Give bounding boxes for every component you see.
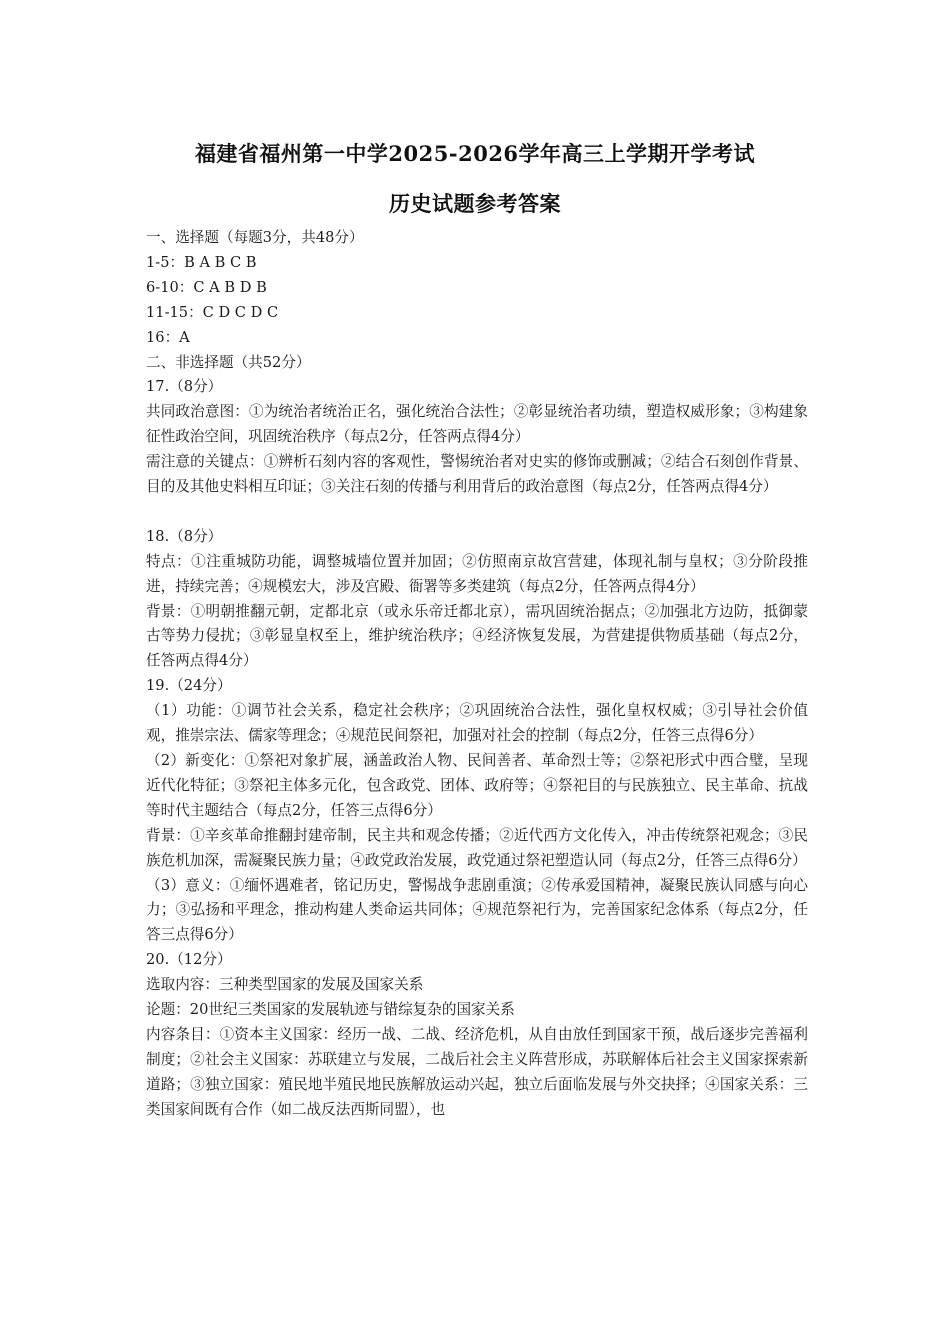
section-heading-choice: 一、选择题（每题3分，共48分） <box>146 229 364 246</box>
question-19-part-2: （2）新变化：①祭祀对象扩展，涵盖政治人物、民间善者、革命烈士等；②祭祀形式中西合璧，呈现近代化特征；③祭祀主体多元化，包含政党、团体、政府等；④祭祀目的与民族独立、民主革命、抗战等时代主题结合（每点2分，任答三点得6分） <box>146 752 808 819</box>
question-19-part-3: （3）意义：①缅怀遇难者，铭记历史，警惕战争悲剧重演；②传承爱国精神，凝聚民族认同感与向心力；③弘扬和平理念，推动构建人类命运共同体；④规范祭祀行为，完善国家纪念体系（每点2分，任答三点得6分） <box>146 876 808 944</box>
question-20-heading: 20.（12分） <box>146 951 232 969</box>
answer-line-11-15: 11-15：C D C D C <box>146 303 279 321</box>
question-19-heading: 19.（24分） <box>146 677 232 695</box>
question-17-part-2: 需注意的关键点：①辨析石刻内容的客观性，警惕统治者对史实的修饰或删减；②结合石刻创作背景、目的及其他史料相互印证；③关注石刻的传播与利用背后的政治意图（每点2分，任答两点得4分） <box>146 453 808 496</box>
question-18-part-2: 背景：①明朝推翻元朝，定都北京（或永乐帝迁都北京），需巩固统治据点；②加强北方边防，抵御蒙古等势力侵扰；③彰显皇权至上，维护统治秩序；④经济恢复发展，为营建提供物质基础（每点2分，任答两点得4分） <box>146 602 808 670</box>
question-17-part-1: 共同政治意图：①为统治者统治正名，强化统治合法性；②彰显统治者功绩，塑造权威形象；③构建象征性政治空间，巩固统治秩序（每点2分，任答两点得4分） <box>146 403 808 446</box>
question-18-heading: 18.（8分） <box>146 527 223 545</box>
document-subtitle: 历史试题参考答案 <box>389 191 561 216</box>
blank-line <box>146 500 808 525</box>
section-heading-nonchoice: 二、非选择题（共52分） <box>146 353 311 371</box>
document-title: 福建省福州第一中学2025-2026学年高三上学期开学考试 <box>194 141 756 166</box>
answer-line-1-5: 1-5：B A B C B <box>146 253 257 271</box>
question-20-thesis: 论题：20世纪三类国家的发展轨迹与错综复杂的国家关系 <box>146 1001 515 1019</box>
question-20-selection: 选取内容：三种类型国家的发展及国家关系 <box>146 976 424 994</box>
question-19-part-1: （1）功能：①调节社会关系，稳定社会秩序；②巩固统治合法性，强化皇权权威；③引导社会价值观，推崇宗法、儒家等理念；④规范民间祭祀，加强对社会的控制（每点2分，任答三点得6分） <box>146 702 808 745</box>
question-19-part-2-background: 背景：①辛亥革命推翻封建帝制，民主共和观念传播；②近代西方文化传入，冲击传统祭祀观念；③民族危机加深，需凝聚民族力量；④政党政治发展，政党通过祭祀塑造认同（每点2分，任答三点得6分） <box>146 826 808 869</box>
answer-content <box>146 226 808 1123</box>
question-17-heading: 17.（8分） <box>146 378 223 396</box>
answer-line-16: 16：A <box>146 328 190 346</box>
question-20-content: 内容条目：①资本主义国家：经历一战、二战、经济危机，从自由放任到国家干预，战后逐步完善福利制度；②社会主义国家：苏联建立与发展，二战后社会主义阵营形成，苏联解体后社会主义国家探索新道路；③独立国家：殖民地半殖民地民族解放运动兴起，独立后面临发展与外交抉择；④国家关系：三类国家间既有合作（如二战反法西斯同盟），也 <box>146 1025 808 1118</box>
question-18-part-1: 特点：①注重城防功能，调整城墙位置并加固；②仿照南京故宫营建，体现礼制与皇权；③分阶段推进，持续完善；④规模宏大，涉及宫殿、衙署等多类建筑（每点2分，任答两点得4分） <box>146 552 808 595</box>
answer-line-6-10: 6-10：C A B D B <box>146 278 267 296</box>
